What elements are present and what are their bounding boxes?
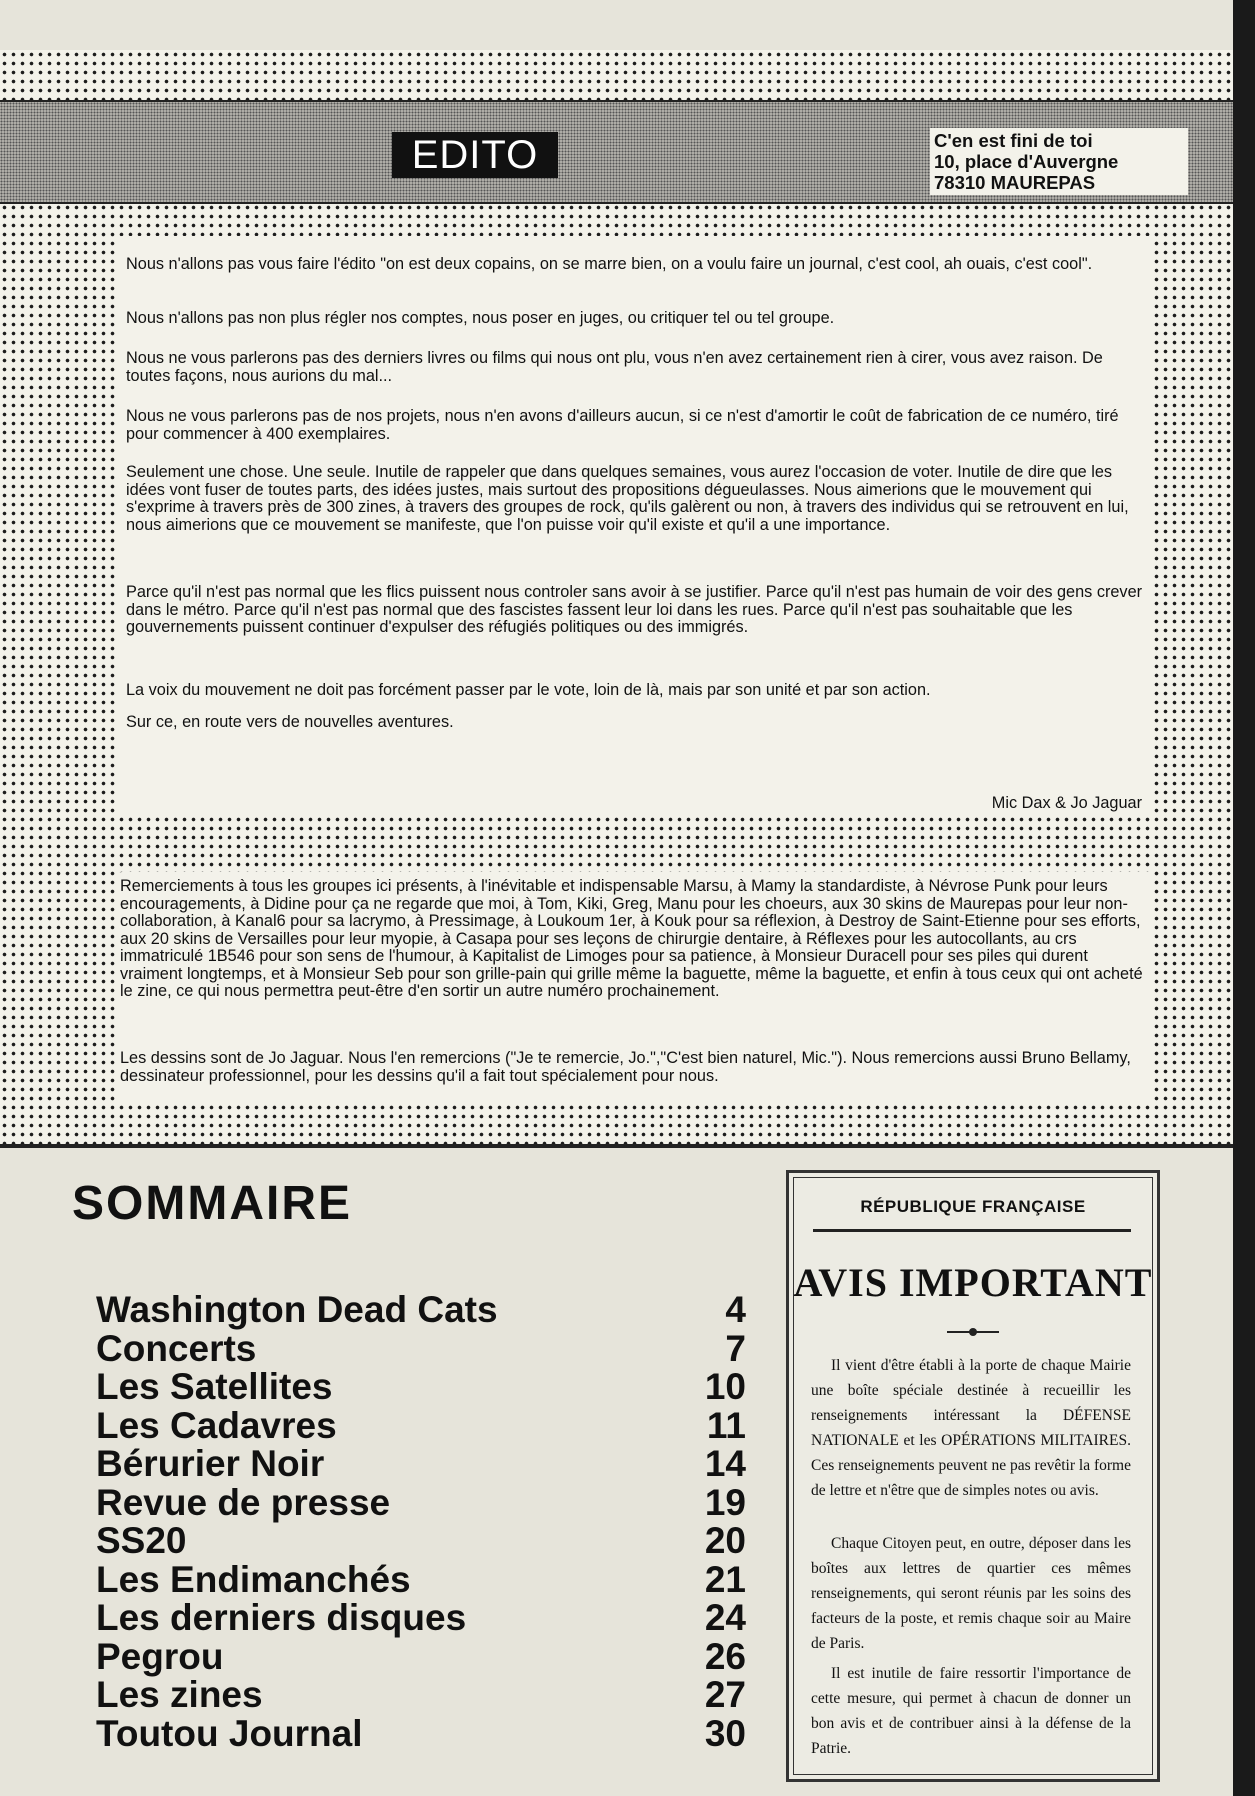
edito-text-box xyxy=(118,236,1154,816)
toc-label: Les derniers disques xyxy=(96,1597,467,1638)
toc-page: 14 xyxy=(704,1443,746,1484)
toc-label: Washington Dead Cats xyxy=(96,1289,498,1330)
section-divider xyxy=(0,1144,1233,1148)
avis-paragraph: Il vient d'être établi à la porte de chaque Mairie une boîte spéciale destinée à recueillir les renseignements intéressant la DÉFENSE NATIONALE et les OPÉRATIONS MILITAIRES. Ces renseignements peuvent ne pas revêtir la forme de lettre et n'être que de simples notes ou avis. xyxy=(811,1357,1131,1499)
avis-ornament xyxy=(947,1331,999,1333)
edito-paragraph: Nous ne vous parlerons pas des derniers livres ou films qui nous ont plu, vous n'en avez certainement rien à cirer, vous avez raison. De toutes façons, nous aurions du mal... xyxy=(126,349,1103,385)
toc-item xyxy=(96,1560,746,1599)
address-line: 78310 MAUREPAS xyxy=(934,172,1096,193)
toc-item xyxy=(96,1521,746,1560)
toc-label: Les zines xyxy=(96,1674,263,1715)
toc-item xyxy=(96,1598,746,1637)
toc-page: 4 xyxy=(725,1289,746,1330)
toc-page: 26 xyxy=(704,1635,746,1677)
toc-page: 20 xyxy=(704,1520,746,1561)
toc-item xyxy=(96,1290,746,1329)
edito-paragraph: Sur ce, en route vers de nouvelles aventures. xyxy=(126,713,454,731)
edito-paragraph: Seulement une chose. Une seule. Inutile de rappeler que dans quelques semaines, vous aurez l'occasion de voter. Inutile de dire que les idées vont fuser de toutes parts, des idées justes, mais surtout des propositions dégueulasses. Nous aimerions que le mouvement qui s'exprime à travers près de 300 zines, à travers des groupes de rock, qu'ils galèrent ou non, à travers des individus qui se retrouvent en lui, nous aimerions que ce mouvement se manifeste, que l'on puisse voir qu'il existe et qu'il a une importance. xyxy=(126,463,1129,534)
toc-page: 10 xyxy=(704,1366,746,1407)
edito-paragraph: Parce qu'il n'est pas normal que les flics puissent nous controler sans avoir à se justifier. Parce qu'il n'est pas humain de voir des gens crever dans le métro. Parce qu'il n'est pas normal que des fascistes fassent leur loi dans les rues. Parce qu'il n'est pas souhaitable que les gouvernements puissent continuer d'expulser des réfugiés politiques ou des immigrés. xyxy=(126,583,1143,636)
toc-label: Revue de presse xyxy=(96,1481,391,1523)
address-line: C'en est fini de toi xyxy=(934,130,1093,151)
toc-item xyxy=(96,1714,746,1753)
toc-item xyxy=(96,1329,746,1368)
toc-item xyxy=(96,1406,746,1445)
toc-item xyxy=(96,1367,746,1406)
edito-paragraph: Nous n'allons pas vous faire l'édito "on est deux copains, on se marre bien, on a voulu faire un journal, c'est cool, ah ouais, c'est cool". xyxy=(126,255,1093,273)
edito-paragraph: Nous ne vous parlerons pas de nos projets, nous n'en avons d'ailleurs aucun, si ce n'est d'amortir le coût de fabrication de ce numéro, tiré pour commencer à 400 exemplaires. xyxy=(126,407,1119,443)
address-line: 10, place d'Auvergne xyxy=(934,151,1119,172)
toc-label: Les Cadavres xyxy=(96,1404,337,1446)
toc-label: SS20 xyxy=(96,1520,187,1561)
thanks-paragraph: Les dessins sont de Jo Jaguar. Nous l'en remercions ("Je te remercie, Jo.","C'est bien naturel, Mic."). Nous remercions aussi Bruno Bellamy, dessinateur professionnel, pour les dessins qu'il a fait tout spécialement pour nous. xyxy=(120,1049,1131,1085)
sommaire-title: SOMMAIRE xyxy=(72,1177,352,1230)
avis-title: AVIS IMPORTANT xyxy=(793,1260,1153,1305)
address-block xyxy=(930,128,1188,195)
toc-page: 27 xyxy=(704,1674,746,1715)
toc-label: Les Endimanchés xyxy=(96,1558,411,1600)
table-of-contents xyxy=(96,1290,746,1752)
toc-item xyxy=(96,1675,746,1714)
page-edge xyxy=(1233,0,1255,1796)
edito-signature: Mic Dax & Jo Jaguar xyxy=(991,794,1142,812)
toc-label: Concerts xyxy=(96,1327,257,1369)
toc-page: 7 xyxy=(725,1327,746,1369)
toc-page: 21 xyxy=(704,1558,746,1600)
toc-page: 24 xyxy=(704,1597,746,1638)
avis-important-poster xyxy=(786,1170,1160,1782)
edito-paragraph: Nous n'allons pas non plus régler nos comptes, nous poser en juges, ou critiquer tel ou tel groupe. xyxy=(126,309,835,327)
toc-label: Toutou Journal xyxy=(96,1712,363,1754)
toc-label: Les Satellites xyxy=(96,1366,333,1407)
thanks-text-box xyxy=(118,872,1154,1104)
avis-republic-heading: RÉPUBLIQUE FRANÇAISE xyxy=(860,1197,1086,1216)
toc-item xyxy=(96,1444,746,1483)
avis-paragraph: Il est inutile de faire ressortir l'importance de cette mesure, qui permet à chacun de donner un bon avis et de contribuer ainsi à la défense de la Patrie. xyxy=(811,1665,1131,1757)
toc-page: 30 xyxy=(704,1712,746,1754)
toc-page: 19 xyxy=(704,1481,746,1523)
thanks-paragraph: Remerciements à tous les groupes ici présents, à l'inévitable et indispensable Marsu, à Mamy la standardiste, à Névrose Punk pour leurs encouragements, à Didine pour ça ne regarde que moi, à Tom, Kiki, Greg, Manu pour les choeurs, aux 30 skins de Maurepas pour leur non-collaboration, à Kanal6 pour sa lacrymo, à Pressimage, à Loukoum 1er, à Kouk pour sa réflexion, à Destroy de Saint-Etienne pour ses efforts, aux 20 skins de Versailles pour leur myopie, à Casapa pour ses leçons de chirurgie dentaire, à Réflexes pour les autocollants, au crs immatriculé 1B546 pour son sens de l'humour, à Kapitalist de Limoges pour sa patience, à Monsieur Duracell pour ses piles qui durent vraiment longtemps, et à Monsieur Seb pour son grille-pain qui grille même la baguette, même la baguette, et enfin à tous ceux qui ont acheté le zine, ce qui nous permettra peut-être d'en sortir un autre numéro prochainement. xyxy=(120,877,1143,1000)
toc-label: Bérurier Noir xyxy=(96,1443,325,1484)
toc-page: 11 xyxy=(706,1404,746,1446)
toc-label: Pegrou xyxy=(96,1635,224,1677)
edito-paragraph: La voix du mouvement ne doit pas forcément passer par le vote, loin de là, mais par son unité et par son action. xyxy=(126,681,931,699)
edito-label: EDITO xyxy=(392,132,558,178)
toc-item xyxy=(96,1637,746,1676)
avis-paragraph: Chaque Citoyen peut, en outre, déposer dans les boîtes aux lettres de quartier ces mêmes renseignements, qui seront réunis par les soins des facteurs de la poste, et remis chaque soir au Maire de Paris. xyxy=(811,1535,1131,1652)
toc-item xyxy=(96,1483,746,1522)
avis-rule xyxy=(813,1229,1131,1232)
